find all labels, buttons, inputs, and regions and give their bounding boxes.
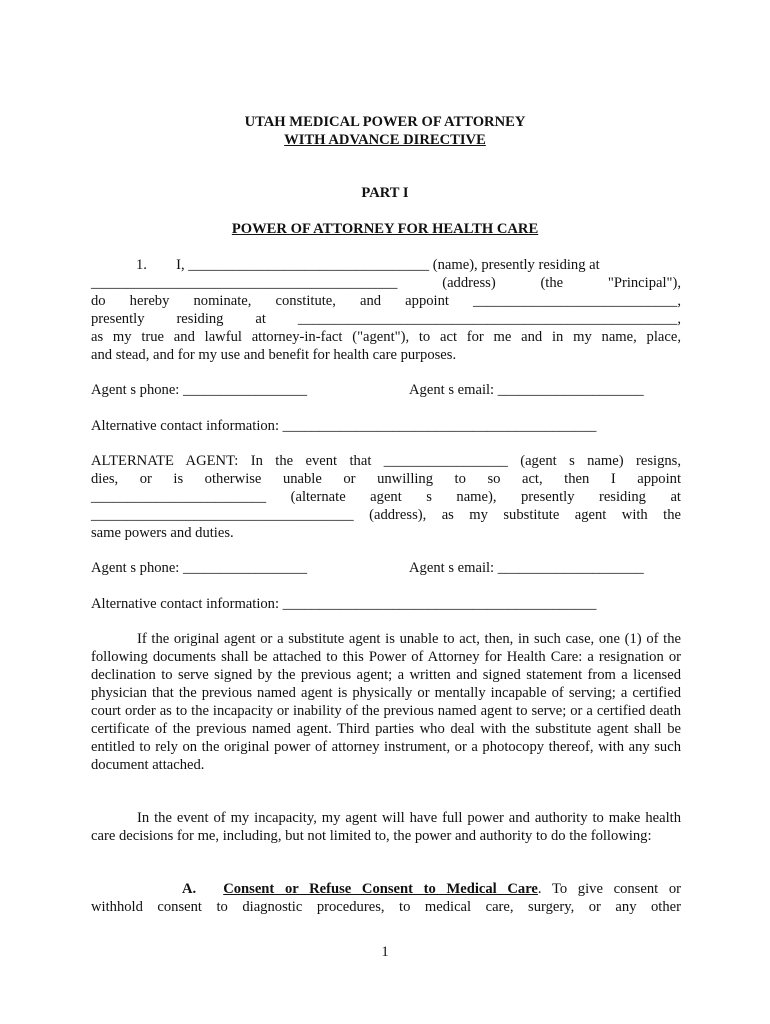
alternate-line5: same powers and duties.	[91, 525, 234, 541]
agent-alt-contact-field: Alternative contact information: ___________________________________________	[91, 418, 597, 434]
part-heading: PART I	[361, 185, 409, 201]
incapacity-paragraph-text: In the event of my incapacity, my agent will have full power and authority to make health care decisions for me, including, but not limited to, the power and authority to do the following:	[91, 810, 681, 844]
alternate-line4: ____________________________________ (address), as my substitute agent with the	[91, 507, 681, 523]
alternate-alt-contact-field: Alternative contact information: ___________________________________________	[91, 596, 597, 612]
alternate-line2: dies, or is otherwise unable or unwilling to so act, then I appoint	[91, 471, 681, 487]
alternate-line1: ALTERNATE AGENT: In the event that _________________ (agent s name) resigns,	[91, 453, 681, 469]
agent-phone-field: Agent s phone: _________________	[91, 382, 308, 398]
para1-line5: as my true and lawful attorney-in-fact ("agent"), to act for me and in my name, place,	[91, 329, 681, 345]
page-number: 1	[381, 944, 389, 960]
document-subtitle: WITH ADVANCE DIRECTIVE	[284, 132, 486, 148]
section-a-heading: Consent or Refuse Consent to Medical Care	[223, 881, 538, 897]
alternate-phone-field: Agent s phone: _________________	[91, 560, 308, 576]
alternate-line3: ________________________ (alternate agent s name), presently residing at	[91, 489, 681, 505]
substitute-paragraph	[91, 630, 681, 774]
para1-line1: 1. I, _________________________________ (name), presently residing at	[136, 257, 600, 273]
document-title: UTAH MEDICAL POWER OF ATTORNEY	[244, 114, 526, 130]
section-a-letter: A.	[182, 881, 197, 897]
incapacity-paragraph	[91, 809, 681, 845]
section-heading: POWER OF ATTORNEY FOR HEALTH CARE	[231, 221, 539, 237]
section-a-line1-rest: . To give consent or	[537, 881, 681, 897]
agent-email-field: Agent s email: ____________________	[409, 382, 644, 398]
para1-line3: do hereby nominate, constitute, and appoint ____________________________,	[91, 293, 681, 309]
substitute-paragraph-text: If the original agent or a substitute agent is unable to act, then, in such case, one (1) of the following documents shall be attached to this Power of Attorney for Health Care: a resignation or declination to serve signed by the previous agent; a written and signed statement from a licensed physician that the previous named agent is physically or mentally incapable of serving; a certified court order as to the incapacity or inability of the previous named agent to serve; or a certified death certificate of the previous named agent. Third parties who deal with the substitute agent shall be entitled to rely on the original power of attorney instrument, or a photocopy thereof, with any such document attached.	[91, 631, 681, 773]
section-a-line1	[182, 880, 681, 898]
para1-line6: and stead, and for my use and benefit for health care purposes.	[91, 347, 457, 363]
para1-line4: presently residing at ____________________________________________________,	[91, 311, 681, 327]
alternate-email-field: Agent s email: ____________________	[409, 560, 644, 576]
section-a-line2: withhold consent to diagnostic procedures, to medical care, surgery, or any other	[91, 899, 681, 915]
para1-line2: __________________________________________ (address) (the "Principal"),	[91, 275, 681, 291]
